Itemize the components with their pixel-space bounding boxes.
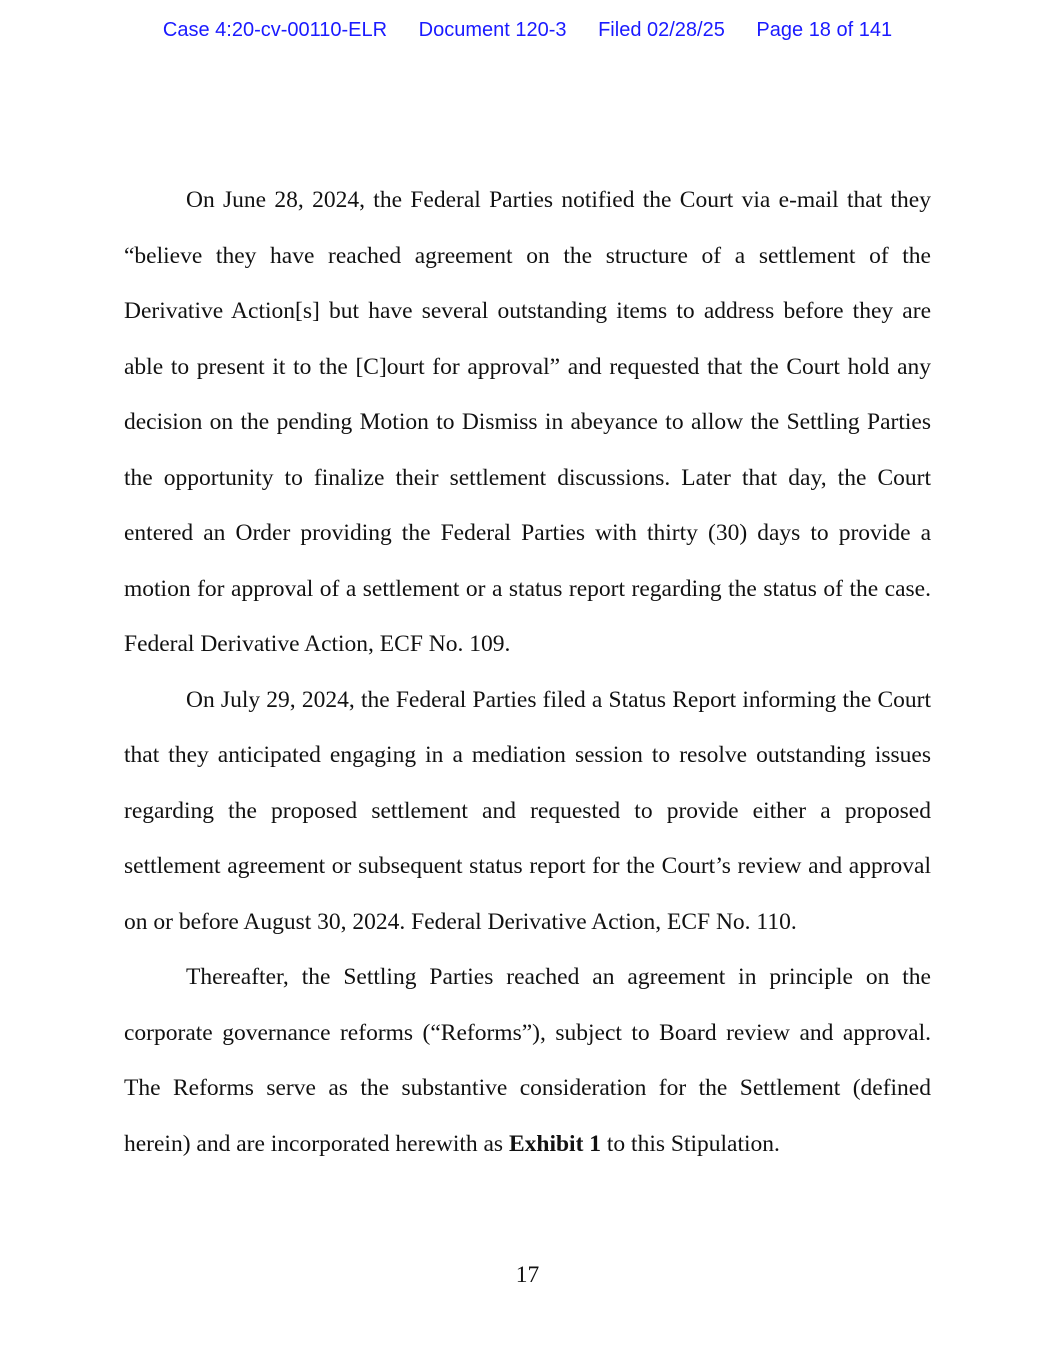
paragraph-3-text: Thereafter, the Settling Parties reached an agreement in principle on the corporate governance reforms (“Reforms”), subject to Board review and approval. The Reforms serve as the substantive consideration for the Settlement (defined herein) and are incorporated herewith as bbox=[124, 964, 931, 1157]
page-number: 17 bbox=[515, 1262, 540, 1288]
document-number: Document 120-3 bbox=[418, 19, 567, 41]
paragraph-1: On June 28, 2024, the Federal Parties notified the Court via e-mail that they “believe they have reached agreement on the structure of a settlement of the Derivative Action[s] but have several outstanding items to address before they are able to present it to the [C]ourt for approval” and requested that the Court hold any decision on the pending Motion to Dismiss in abeyance to allow the Settling Parties the opportunity to finalize their settlement discussions. Later that day, the Court entered an Order providing the Federal Parties with thirty (30) days to provide a motion for approval of a settlement or a status report regarding the status of the case. Federal Derivative Action, ECF No. 109. bbox=[124, 187, 931, 657]
paragraph-2: On July 29, 2024, the Federal Parties filed a Status Report informing the Court that they anticipated engaging in a mediation session to resolve outstanding issues regarding the proposed settlement and requested to provide either a proposed settlement agreement or subsequent status report for the Court’s review and approval on or before August 30, 2024. Federal Derivative Action, ECF No. 110. bbox=[124, 686, 931, 935]
case-number: Case 4:20-cv-00110-ELR bbox=[162, 19, 388, 41]
page-indicator: Page 18 of 141 bbox=[756, 19, 893, 41]
document-body bbox=[124, 173, 931, 1172]
court-filing-header bbox=[0, 19, 1055, 42]
exhibit-reference: Exhibit 1 bbox=[508, 1130, 602, 1157]
paragraph-3-tail: to this Stipulation. bbox=[601, 1130, 780, 1157]
filed-date: Filed 02/28/25 bbox=[598, 19, 725, 41]
paragraph-3 bbox=[124, 950, 931, 1172]
